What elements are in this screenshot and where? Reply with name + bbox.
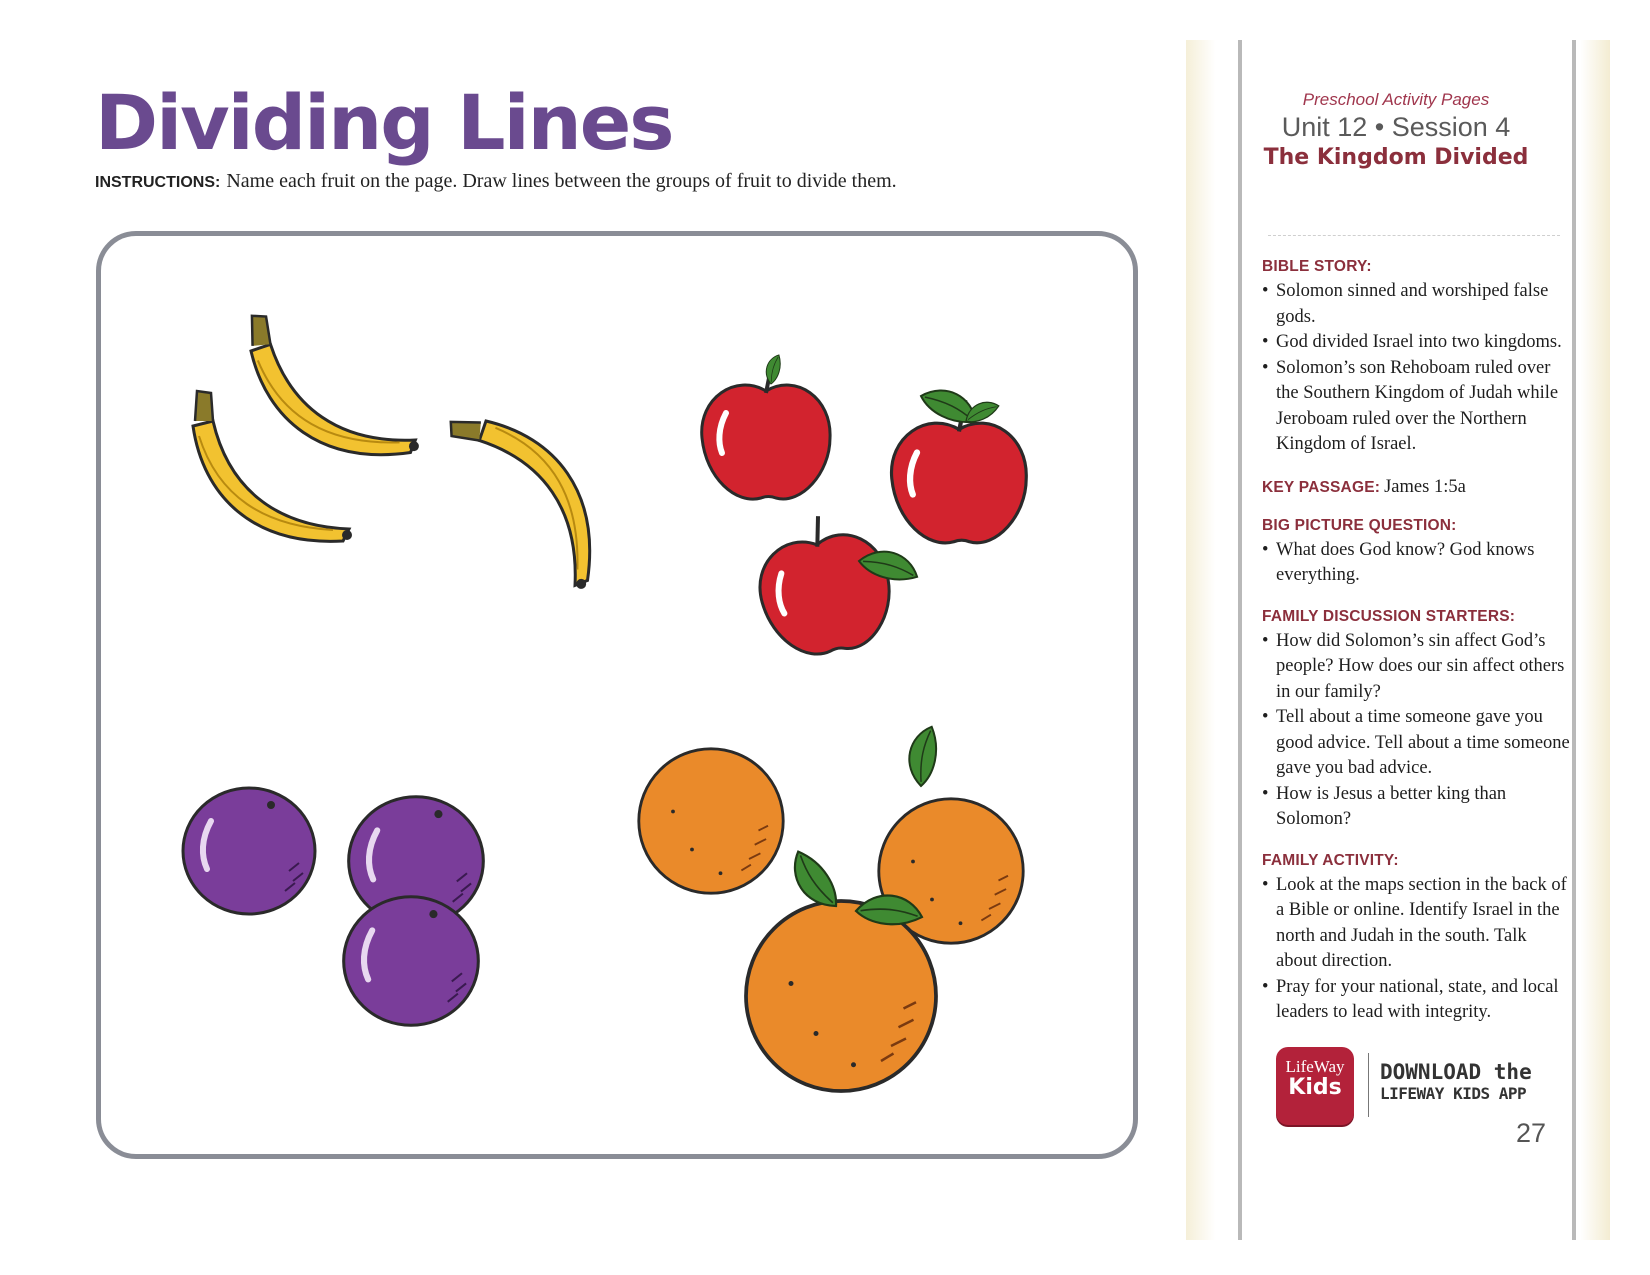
- list-item: • Solomon’s son Rehoboam ruled over the Southern Kingdom of Judah while Jeroboam ruled over the Northern Kingdom of Israel.: [1262, 356, 1572, 458]
- list-item: • What does God know? God knows everything.: [1262, 538, 1572, 589]
- big-picture-list: [1262, 538, 1572, 589]
- lifeway-kids-logo[interactable]: [1276, 1047, 1354, 1125]
- activity-label: FAMILY ACTIVITY:: [1262, 851, 1399, 869]
- cta-line1: DOWNLOAD the: [1380, 1060, 1532, 1084]
- key-passage-section: [1262, 477, 1572, 498]
- discussion-label: FAMILY DISCUSSION STARTERS:: [1262, 607, 1516, 625]
- key-passage-label: KEY PASSAGE:: [1262, 478, 1381, 496]
- download-app-link[interactable]: [1380, 1061, 1532, 1105]
- fruit-illustration: [101, 236, 1133, 1154]
- discussion-list: [1262, 629, 1572, 833]
- key-passage-text: James 1:5a: [1384, 476, 1466, 497]
- page-number: 27: [1516, 1118, 1547, 1148]
- page-title: Dividing Lines: [95, 78, 673, 167]
- sidebar-border-left: [1238, 40, 1242, 1240]
- list-item: • Solomon sinned and worshiped false gods.: [1262, 279, 1572, 330]
- bible-story-list: [1262, 279, 1572, 458]
- big-picture-label: BIG PICTURE QUESTION:: [1262, 516, 1457, 534]
- cta-line2: LIFEWAY KIDS APP: [1380, 1084, 1527, 1103]
- series-name: Preschool Activity Pages: [1302, 90, 1490, 109]
- instructions: [95, 170, 1095, 193]
- bible-story-label: BIBLE STORY:: [1262, 258, 1372, 275]
- brand-separator: [1368, 1053, 1369, 1117]
- list-item: • Look at the maps section in the back of a Bible or online. Identify Israel in the north and Judah in the south. Talk about direction.: [1262, 873, 1572, 975]
- discussion-section: [1262, 608, 1572, 833]
- bible-story-section: [1262, 258, 1572, 458]
- list-item: • How did Solomon’s sin affect God’s people? How does our sin affect others in our family?: [1262, 629, 1572, 706]
- app-promo[interactable]: [1276, 1047, 1546, 1131]
- instructions-label: INSTRUCTIONS:: [95, 174, 221, 191]
- list-item: • Tell about a time someone gave you good advice. Tell about a time someone gave you bad advice.: [1262, 705, 1572, 782]
- divider: [1268, 235, 1560, 236]
- activity-list: [1262, 873, 1572, 1026]
- logo-line2: Kids: [1288, 1075, 1342, 1100]
- list-item: • God divided Israel into two kingdoms.: [1262, 330, 1572, 356]
- list-item: • Pray for your national, state, and local leaders to lead with integrity.: [1262, 975, 1572, 1026]
- sidebar-body: [1262, 258, 1572, 1045]
- sidebar: [1186, 40, 1610, 1240]
- fruit-drawing-area[interactable]: [96, 231, 1138, 1159]
- big-picture-section: [1262, 517, 1572, 589]
- session-title: The Kingdom Divided: [1263, 145, 1529, 170]
- activity-section: [1262, 852, 1572, 1026]
- sidebar-border-right: [1572, 40, 1576, 1240]
- sidebar-header: [1246, 90, 1546, 170]
- instructions-text: Name each fruit on the page. Draw lines between the groups of fruit to divide them.: [226, 170, 897, 192]
- logo-line1: LifeWay: [1285, 1057, 1345, 1076]
- unit-session: Unit 12 • Session 4: [1281, 112, 1511, 142]
- list-item: • How is Jesus a better king than Solomon?: [1262, 782, 1572, 833]
